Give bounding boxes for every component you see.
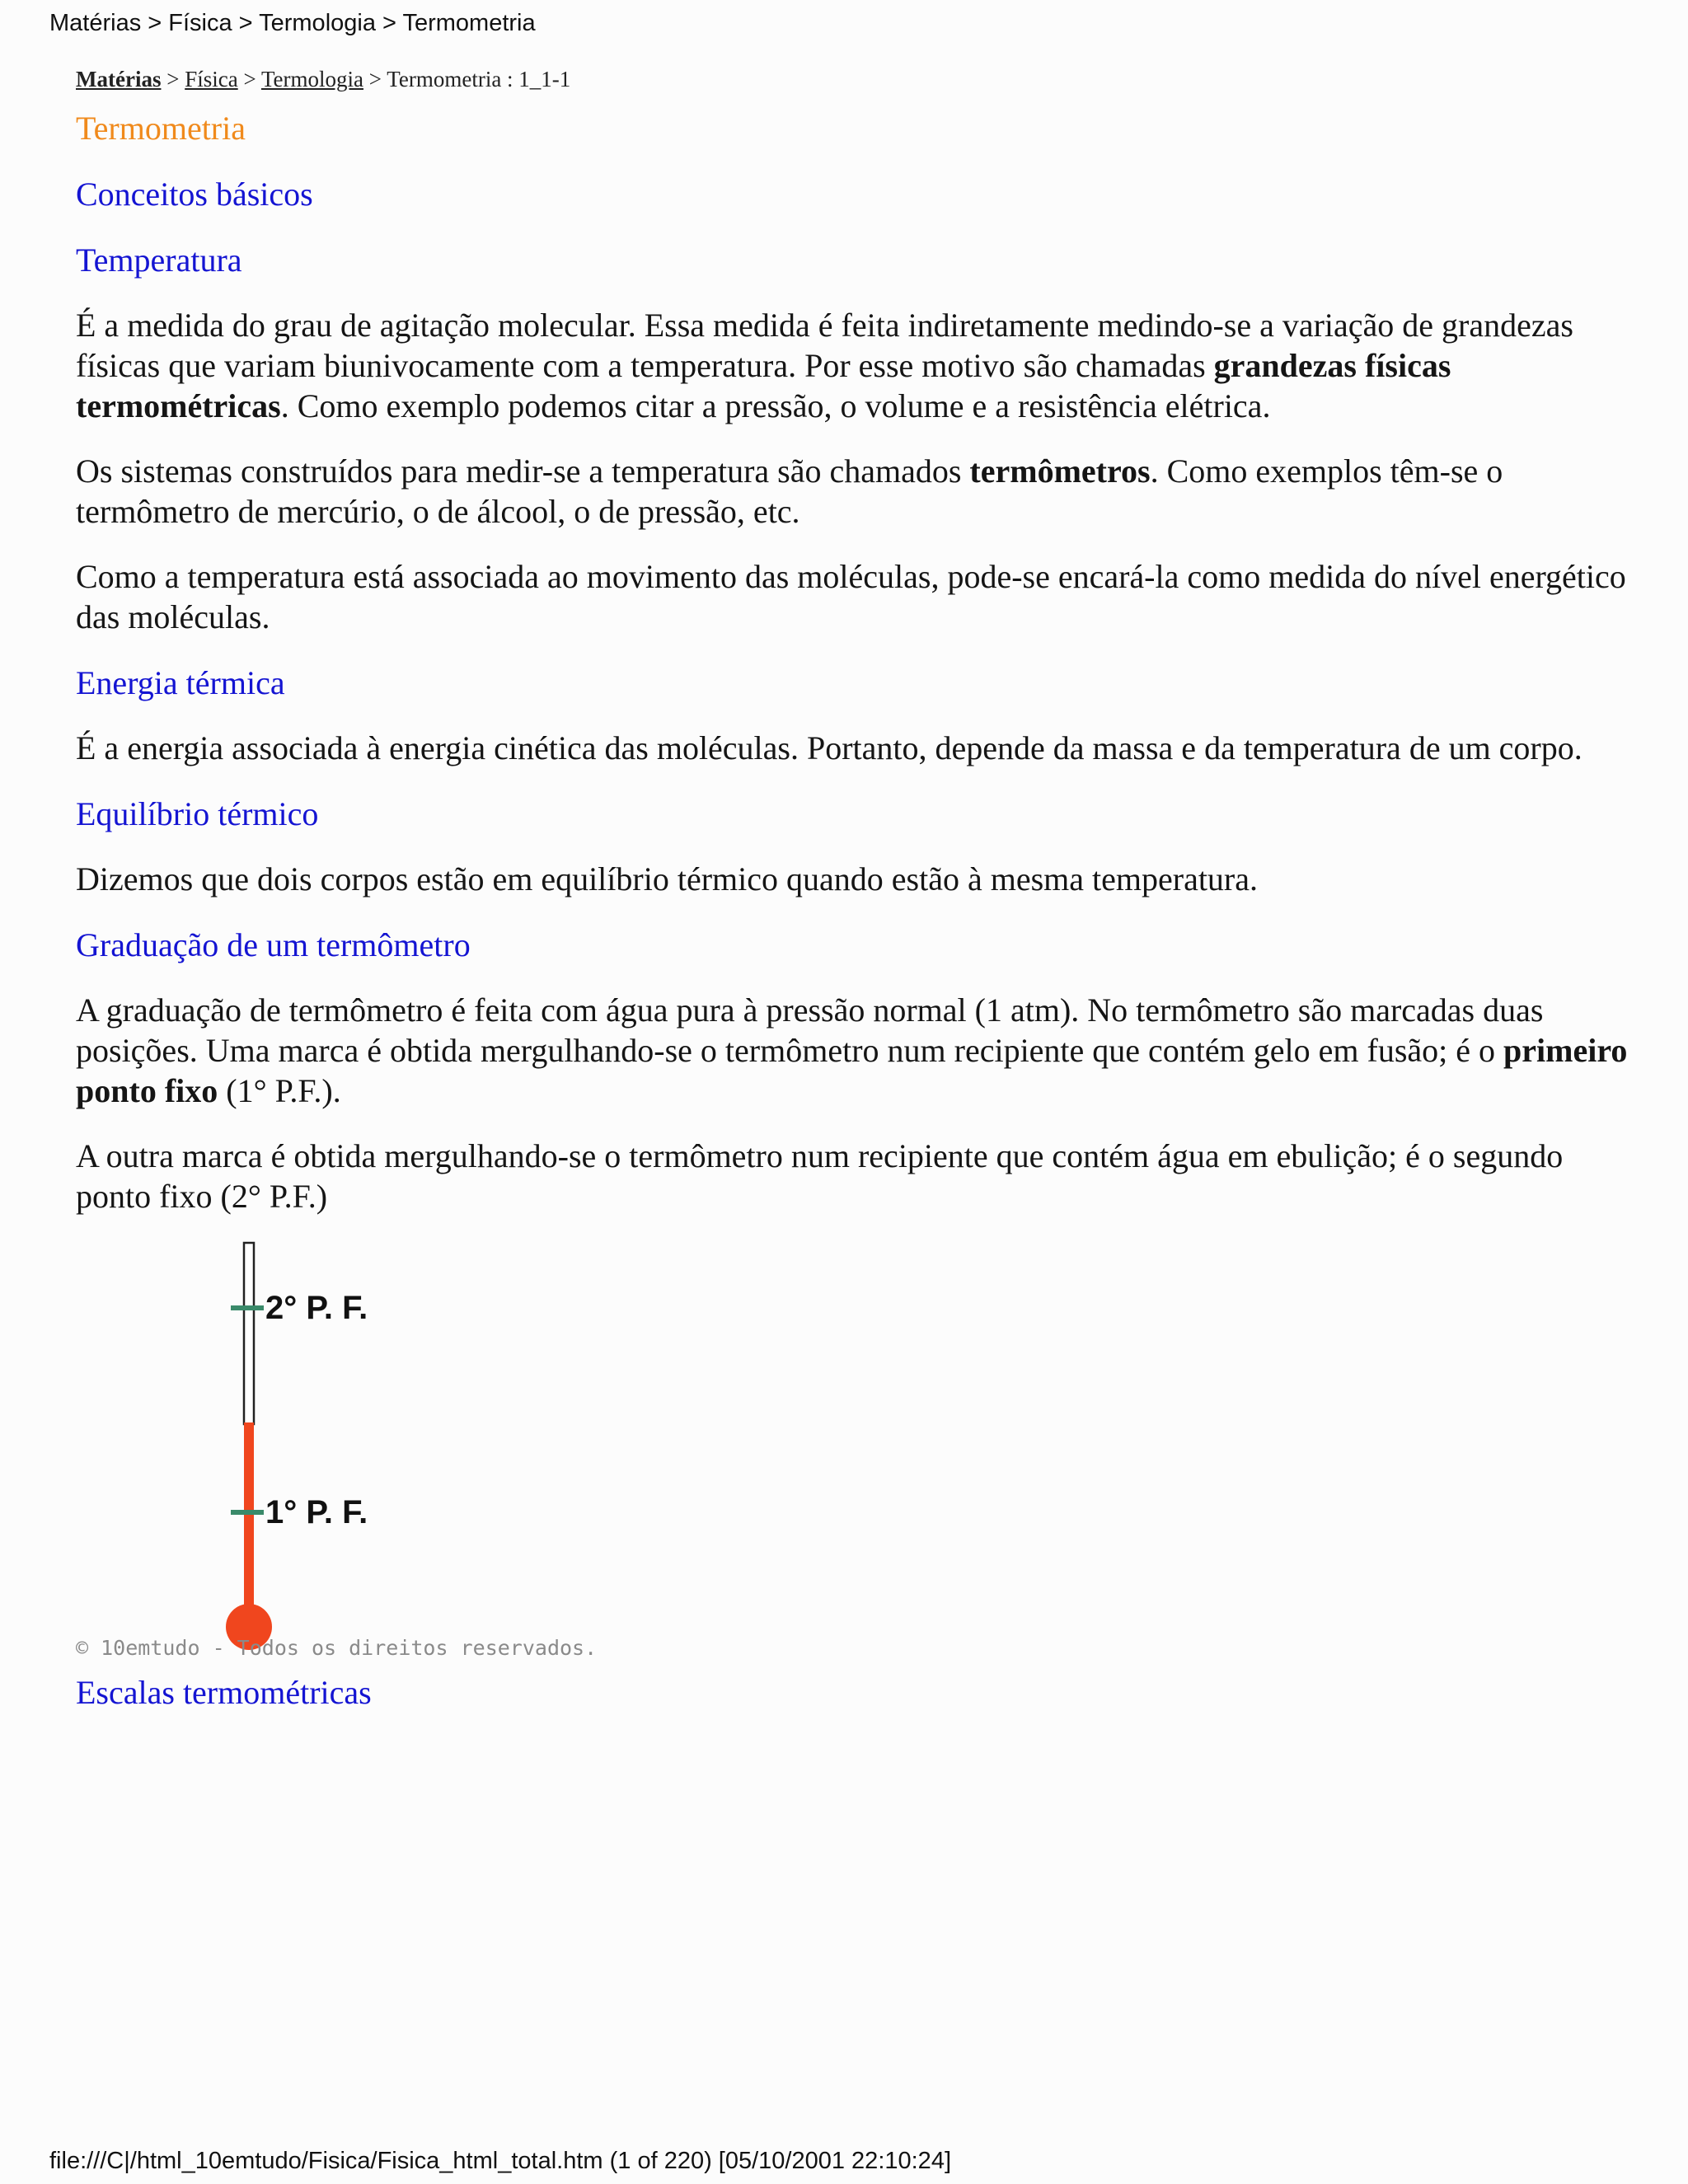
paragraph-text: Os sistemas construídos para medir-se a temperatura são chamados <box>76 452 970 490</box>
paragraph-text: . Como exemplos têm-se o termômetro de mercúrio, o de álcool, o de pressão, etc. <box>76 452 1503 530</box>
breadcrumb-separator: > <box>237 67 261 91</box>
thermometer-figure <box>73 1236 649 1665</box>
breadcrumb-separator: > <box>161 67 185 91</box>
section-heading-graduacao: Graduação de um termômetro <box>76 926 471 963</box>
label-second-fixed-point: 2° P. F. <box>265 1290 368 1326</box>
section-heading-temperatura: Temperatura <box>76 241 242 279</box>
section-heading-escalas: Escalas termométricas <box>76 1674 372 1711</box>
section-heading-equilibrio-termico: Equilíbrio térmico <box>76 795 319 832</box>
tick-first-fixed-point <box>231 1510 264 1515</box>
paragraph-energia-termica: É a energia associada à energia cinética das moléculas. Portanto, depende da massa e da temperatura de um corpo. <box>76 729 1582 766</box>
paragraph-text: A graduação de termômetro é feita com água pura à pressão normal (1 atm). No termômetro são marcadas duas posições. Uma marca é obtida mergulhando-se o termômetro num recipiente que contém gelo em fusão; é o <box>76 991 1544 1069</box>
breadcrumb-link-fisica[interactable]: Física <box>185 67 238 91</box>
section-heading-energia-termica: Energia térmica <box>76 664 285 701</box>
paragraph-text: É a medida do grau de agitação molecular. Essa medida é feita indiretamente medindo-se a variação de grandezas físicas que variam biunivocamente com a temperatura. Por esse motivo são chamadas <box>76 307 1573 384</box>
paragraph-segundo-ponto-fixo: A outra marca é obtida mergulhando-se o termômetro num recipiente que contém água em ebulição; é o segundo ponto fixo (2° P.F.) <box>76 1137 1564 1215</box>
figure-copyright: © 10emtudo - Todos os direitos reservados. <box>76 1636 598 1660</box>
label-first-fixed-point: 1° P. F. <box>265 1494 368 1530</box>
page-header: Matérias > Física > Termologia > Termometria <box>49 10 536 36</box>
page-footer: file:///C|/html_10emtudo/Fisica/Fisica_html_total.htm (1 of 220) [05/10/2001 22:10:24] <box>49 2148 951 2174</box>
paragraph-temperatura-definition <box>76 305 1634 426</box>
paragraph-graduacao <box>76 990 1634 1111</box>
paragraph-bold-term: grandezas físicas termométricas <box>76 347 1451 424</box>
document-content <box>76 64 1634 1737</box>
paragraph-text: (1° P.F.). <box>218 1072 341 1109</box>
tick-second-fixed-point <box>231 1305 264 1310</box>
paragraph-termometros <box>76 451 1634 532</box>
page-title: Termometria <box>76 110 246 147</box>
section-heading-conceitos: Conceitos básicos <box>76 176 313 213</box>
thermometer-tube <box>244 1243 254 1424</box>
paragraph-movimento-moleculas: Como a temperatura está associada ao movimento das moléculas, pode-se encará-la como medida do nível energético das moléculas. <box>76 558 1626 635</box>
paragraph-text: . Como exemplo podemos citar a pressão, o volume e a resistência elétrica. <box>280 387 1271 424</box>
breadcrumb-current: > Termometria : 1_1-1 <box>363 67 571 91</box>
thermometer-diagram <box>73 1236 649 1665</box>
breadcrumb-link-materias[interactable]: Matérias <box>76 67 162 91</box>
breadcrumb <box>76 64 1634 94</box>
paragraph-bold-term: termômetros <box>969 452 1151 490</box>
breadcrumb-link-termologia[interactable]: Termologia <box>260 67 364 91</box>
paragraph-equilibrio-termico: Dizemos que dois corpos estão em equilíbrio térmico quando estão à mesma temperatura. <box>76 860 1259 898</box>
paragraph-bold-term: primeiro ponto fixo <box>76 1032 1628 1109</box>
mercury-column <box>244 1422 254 1627</box>
